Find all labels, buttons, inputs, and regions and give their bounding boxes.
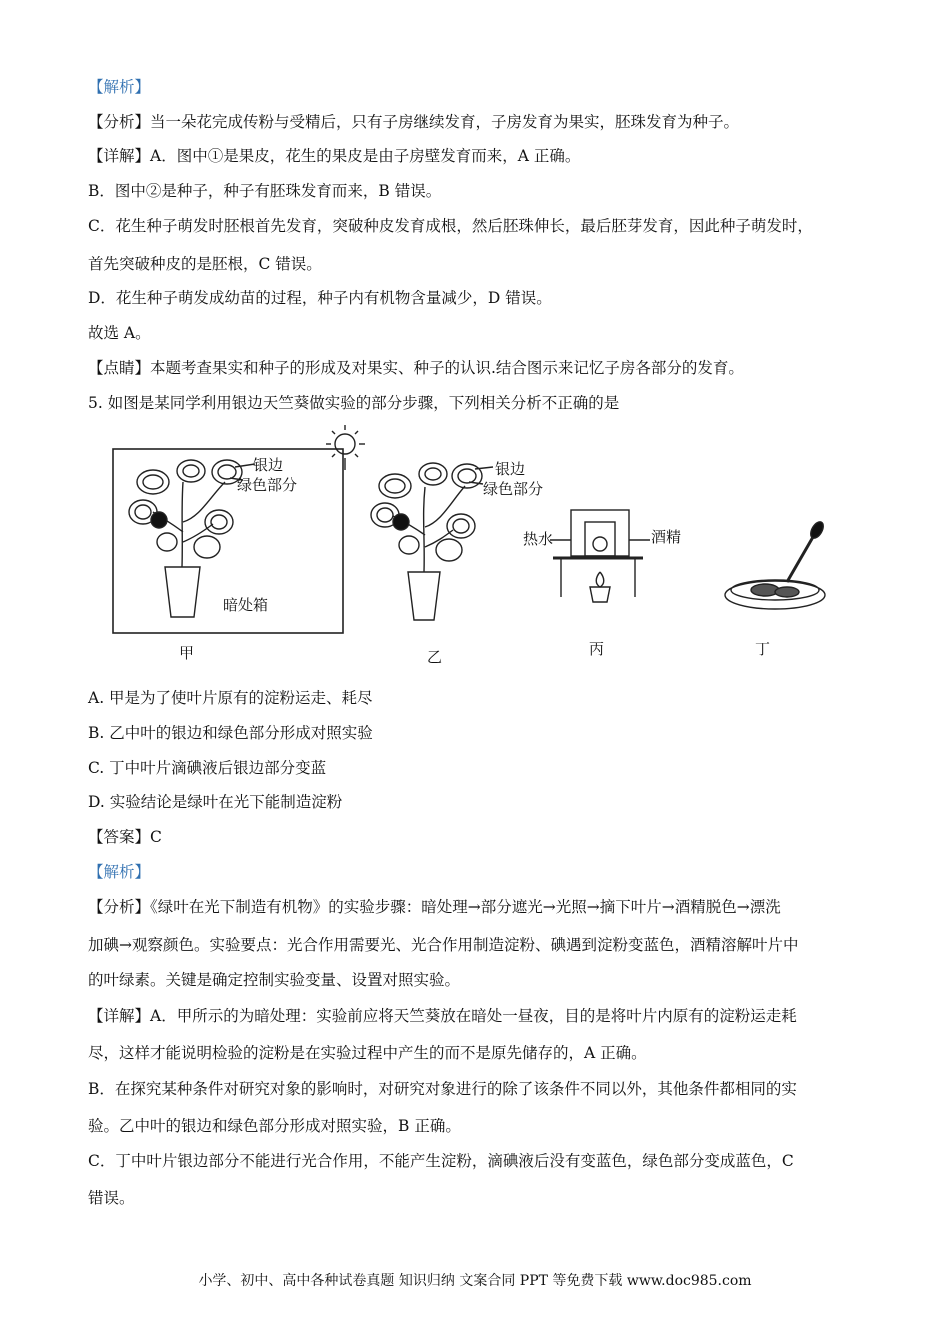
text-line: B．在探究某种条件对研究对象的影响时，对研究对象进行的除了该条件不同以外，其他条件都相同的实 [88, 1080, 797, 1098]
text-line: 的叶绿素。关键是确定控制实验变量、设置对照实验。 [88, 971, 461, 989]
text-line: 尽，这样才能说明检验的淀粉是在实验过程中产生的而不是原先储存的，A 正确。 [88, 1044, 647, 1062]
label-dark-box: 暗处箱 [223, 596, 269, 614]
text-line: 【详解】A．图中①是果皮，花生的果皮是由子房壁发育而来，A 正确。 [88, 147, 581, 165]
experiment-figure [95, 422, 860, 672]
text-line: 【分析】《绿叶在光下制造有机物》的实验步骤：暗处理→部分遮光→光照→摘下叶片→酒精脱色→漂洗 [88, 898, 781, 916]
question-5-stem: 5. 如图是某同学利用银边天竺葵做实验的部分步骤，下列相关分析不正确的是 [88, 394, 620, 412]
water-bath-apparatus-icon [550, 510, 650, 602]
label-hot-water: 热水 [523, 530, 554, 548]
answer-line: 【答案】C [88, 828, 162, 846]
text-line: D．花生种子萌发成幼苗的过程，种子内有机物含量减少，D 错误。 [88, 289, 552, 307]
label-jia: 甲 [179, 644, 195, 662]
option-a: A. 甲是为了使叶片原有的淀粉运走、耗尽 [88, 689, 373, 707]
text-line: C．花生种子萌发时胚根首先发育，突破种皮发育成根，然后胚珠伸长，最后胚芽发育，因此种子萌发时， [88, 217, 813, 235]
plant-yi-icon [371, 463, 493, 620]
analysis-tag: 【解析】 [88, 78, 151, 96]
label-silver-edge-jia: 银边 [253, 456, 284, 474]
label-green-part-jia: 绿色部分 [237, 476, 298, 494]
text-line: 首先突破种皮的是胚根，C 错误。 [88, 255, 322, 273]
label-green-part-yi: 绿色部分 [483, 480, 544, 498]
petri-dish-dropper-icon [725, 520, 826, 609]
sun-icon [326, 425, 365, 470]
page-footer: 小学、初中、高中各种试卷真题 知识归纳 文案合同 PPT 等免费下载 www.doc985.com [198, 1273, 752, 1289]
text-line: 加碘→观察颜色。实验要点：光合作用需要光、光合作用制造淀粉、碘遇到淀粉变蓝色，酒精溶解叶片中 [88, 936, 799, 954]
label-bing: 丙 [589, 640, 605, 658]
analysis-tag: 【解析】 [88, 863, 151, 881]
option-b: B. 乙中叶的银边和绿色部分形成对照实验 [88, 724, 373, 742]
label-silver-edge-yi: 银边 [495, 460, 526, 478]
text-line: 【分析】当一朵花完成传粉与受精后，只有子房继续发育，子房发育为果实，胚珠发育为种子。 [88, 113, 740, 131]
text-line: 验。乙中叶的银边和绿色部分形成对照实验，B 正确。 [88, 1117, 461, 1135]
option-d: D. 实验结论是绿叶在光下能制造淀粉 [88, 793, 343, 811]
text-line: C．丁中叶片银边部分不能进行光合作用，不能产生淀粉，滴碘液后没有变蓝色，绿色部分变成蓝色，C [88, 1152, 794, 1170]
label-yi: 乙 [427, 648, 443, 666]
text-line: 错误。 [88, 1189, 135, 1207]
label-alcohol: 酒精 [651, 528, 682, 546]
text-line: 【点睛】本题考查果实和种子的形成及对果实、种子的认识.结合图示来记忆子房各部分的发育。 [88, 359, 744, 377]
text-line: B．图中②是种子，种子有胚珠发育而来，B 错误。 [88, 182, 442, 200]
text-line: 【详解】A．甲所示的为暗处理：实验前应将天竺葵放在暗处一昼夜，目的是将叶片内原有的淀粉运走耗 [88, 1007, 797, 1025]
option-c: C. 丁中叶片滴碘液后银边部分变蓝 [88, 759, 327, 777]
text-line: 故选 A。 [88, 324, 151, 342]
label-ding: 丁 [755, 640, 771, 658]
